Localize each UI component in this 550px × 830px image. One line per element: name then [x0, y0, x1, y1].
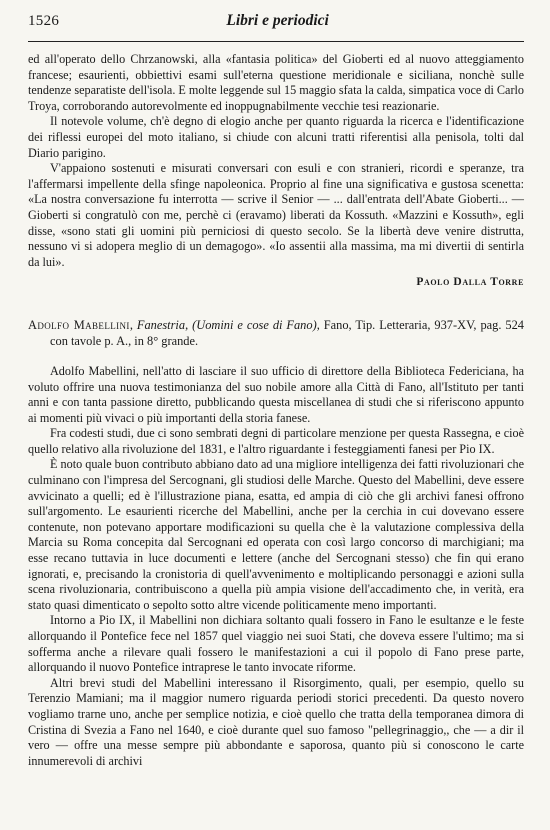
- bibliographic-entry: [28, 318, 524, 350]
- reviewer-signature: Paolo Dalla Torre: [416, 276, 524, 289]
- review1-paragraph-2: Il notevole volume, ch'è degno di elogio anche per quanto riguarda la ricerca e l'identificazione dei riflessi europei del moto italiano, si chiude con alcuni tratti riferentisi alla penisola, tolti dal Diario parigino.: [28, 114, 524, 160]
- review2-body: [28, 364, 524, 769]
- header-rule: [28, 41, 524, 42]
- page-number: 1526: [28, 13, 60, 29]
- entry-details: Fano, Tip. Letteraria, 937-XV, pag. 524 con tavole p. A., in 8° grande.: [50, 318, 524, 349]
- review-dalla-torre: [28, 52, 524, 288]
- review1-paragraph-1: ed all'operato dello Chrzanowski, alla «fantasia politica» del Gioberti ed al nuovo atteggiamento francese; esaurienti, obbiettivi esami sull'eterna questione meridionale e siciliana, nonchè sulle tendenze separatiste dell'isola. E molte leggende sul 15 maggio sfata la calda, simpatica voce di Carlo Troya, corroborando autorevolmente ed inoppugnabilmente vecchie tesi reazionarie.: [28, 52, 524, 113]
- bibliographic-entry-line: Adolfo Mabellini, Fanestria, (Uomini e cose di Fano), Fano, Tip. Letteraria, 937-XV, pag. 524 con tavole p. A., in 8° grande.: [28, 318, 524, 349]
- review2-paragraph-4: Intorno a Pio IX, il Mabellini non dichiara soltanto quali fossero in Fano le esultanze e le feste allorquando il Pontefice fece nel 1857 quel viaggio nei suoi Stati, che doveva essere l'ultimo; ma si sofferma anche a rilevare quali fossero le manifestazioni a cui il popolo di Fano prese parte, allorquando il nuovo Pontefice intraprese le tanto invocate riforme.: [28, 613, 524, 675]
- section-gap: [28, 288, 524, 318]
- review2-paragraph-3: È noto quale buon contributo abbiano dato ad una migliore intelligenza dei fatti rivoluzionari che culminano con l'impresa del Sercognani, gli studiosi delle Marche. Questo del Mabellini, deve essere avvicinato a quelli; ed è l'illustrazione piana, esatta, ed ampia di ciò che gli archivi fanesi offrono sull'argomento. Le esaurienti ricerche del Mabellini, anche per la cerchia in cui dovevano essere contenute, non potevano apportare modificazioni su quella che è la valutazione complessiva della Marcia su Roma concepita dal Sercognani ed operata con così largo concorso di marchigiani; ma esse recano tuttavia in luce documenti e lettere (anche del Sercognani stesso) che fin qui erano ignorati, e, precisando la cronistoria di quell'avvenimento e moltiplicando personaggi e azioni sulla scena rivoluzionaria, contribuiscono a quella più ampia visione dell'accadimento che, in verità, era stato quasi dimenticato o sepolto sotto altre vicende politicamente meno importanti.: [28, 457, 524, 612]
- entry-title: Fanestria: [136, 318, 186, 333]
- review2-paragraph-2: Fra codesti studi, due ci sono sembrati degni di particolare menzione per questa Rassegna, e cioè quello relativo alla rivoluzione del 1831, e l'altro riguardante i festeggiamenti fanesi per Pio IX.: [28, 426, 524, 456]
- review-mabellini: [28, 318, 524, 769]
- review2-paragraph-5: Altri brevi studi del Mabellini interessano il Risorgimento, quali, per esempio, quello su Terenzio Mamiani; ma il maggior numero riguarda periodi storici precedenti. Da questo novero vogliamo trarne uno, anche per semplice notizia, e cioè quello che tratta della temporanea dimora di Cristina di Svezia a Fano nel 1640, e cioè durante quel suo famoso "pellegrinaggio,, che — a dir il vero — offre una messe sempre più abbondante e saporosa, quanto più si conoscono le carte innumerevoli di archivi: [28, 675, 524, 768]
- entry-author: Adolfo Mabellini: [28, 318, 130, 333]
- page-header: [28, 12, 524, 38]
- review1-paragraph-3: V'appaiono sostenuti e misurati conversari con esuli e con stranieri, ricordi e speranze, tra l'affermarsi impellente della sfinge napoleonica. Proprio al fine una significativa e gustosa scenetta: «La nostra conversazione fu interrotta — scrive il Senior — ... dall'entrata dell'Abate Gioberti... — Gioberti si congratulò con me, perchè ci (eravamo) liberati da Kossuth. «Mazzini e Kossuth», egli disse, «sono stati gli uomini più perniciosi di questo secolo. Se la libertà deve venire distrutta, nessuno vi si adopera meglio di un demagogo». «Io assentii alla massima, ma mi divertii di sentirla da lui».: [28, 161, 524, 269]
- review2-paragraph-1: Adolfo Mabellini, nell'atto di lasciare il suo ufficio di direttore della Biblioteca Federiciana, ha voluto offrire una nuova testimonianza del suo nobile amore alla Città di Fano, all'Istituto per tanti anni e con tanta passione diretto, pubblicando questa miscellanea di studi che si riferiscono appunto ai momenti più vivaci o più importanti della storia fanese.: [28, 363, 524, 425]
- entry-series: (Uomini e cose di Fano): [192, 318, 317, 333]
- running-title: Libri e periodici: [226, 12, 329, 29]
